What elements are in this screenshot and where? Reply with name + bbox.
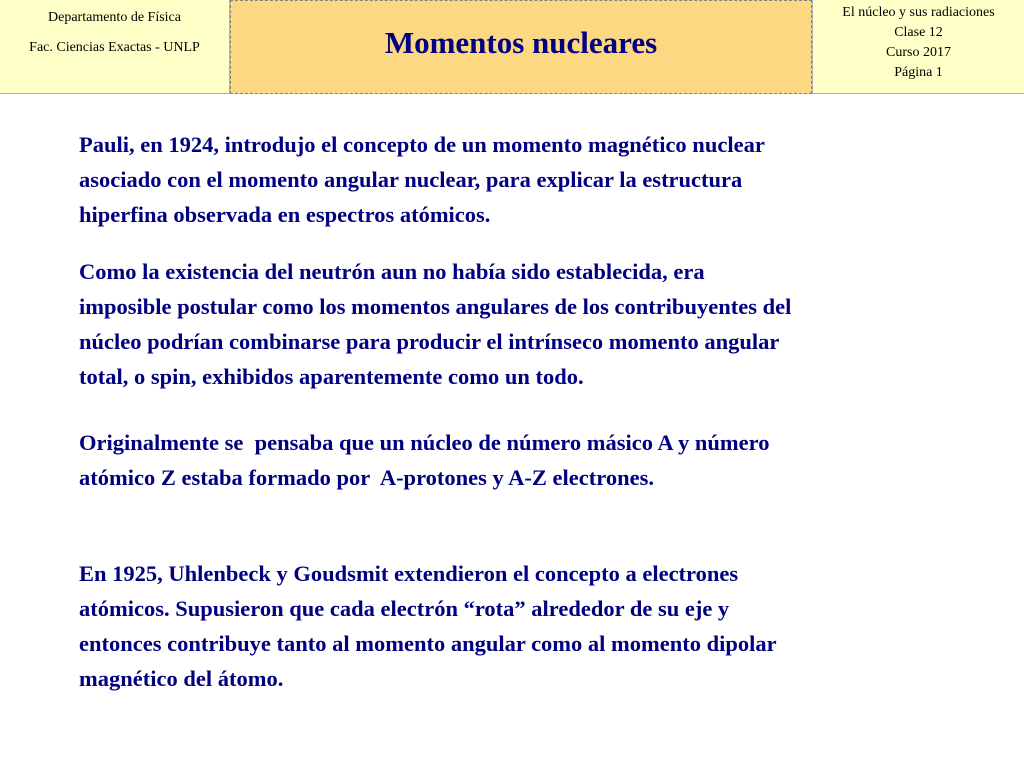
paragraph-line: atómico Z estaba formado por A-protones y A-Z electrones. [79, 465, 654, 490]
paragraph-line: atómicos. Supusieron que cada electrón “rota” alrededor de su eje y [79, 596, 730, 621]
course-year: Curso 2017 [886, 45, 951, 60]
paragraph-line: Pauli, en 1924, introdujo el concepto de un momento magnético nuclear [79, 132, 765, 157]
paragraph-neutron [79, 254, 999, 394]
paragraph-line: núcleo podrían combinarse para producir el intrínseco momento angular [79, 329, 780, 354]
paragraph-line: Como la existencia del neutrón aun no había sido establecida, era [79, 259, 705, 284]
paragraph-line: magnético del átomo. [79, 666, 284, 691]
paragraph-line: total, o spin, exhibidos aparentemente como un todo. [79, 364, 584, 389]
header-department-box [0, 0, 230, 94]
page-number: Página 1 [894, 65, 943, 80]
paragraph-original-model [79, 425, 999, 495]
paragraph-line: En 1925, Uhlenbeck y Goudsmit extendieron el concepto a electrones [79, 561, 739, 586]
faculty-name: Fac. Ciencias Exactas - UNLP [29, 40, 200, 55]
paragraph-line: Originalmente se pensaba que un núcleo de número másico A y número [79, 430, 770, 455]
course-name: El núcleo y sus radiaciones [842, 5, 995, 20]
paragraph-uhlenbeck-goudsmit [79, 556, 999, 696]
paragraph-line: hiperfina observada en espectros atómicos. [79, 202, 491, 227]
paragraph-pauli [79, 127, 999, 232]
paragraph-line: asociado con el momento angular nuclear, para explicar la estructura [79, 167, 743, 192]
paragraph-line: imposible postular como los momentos angulares de los contribuyentes del [79, 294, 792, 319]
paragraph-line: entonces contribuye tanto al momento angular como al momento dipolar [79, 631, 777, 656]
department-name: Departamento de Física [48, 10, 181, 25]
header-title-box [230, 0, 812, 94]
slide-title: Momentos nucleares [384, 25, 658, 60]
header-course-box [812, 0, 1024, 94]
class-number: Clase 12 [894, 25, 943, 40]
